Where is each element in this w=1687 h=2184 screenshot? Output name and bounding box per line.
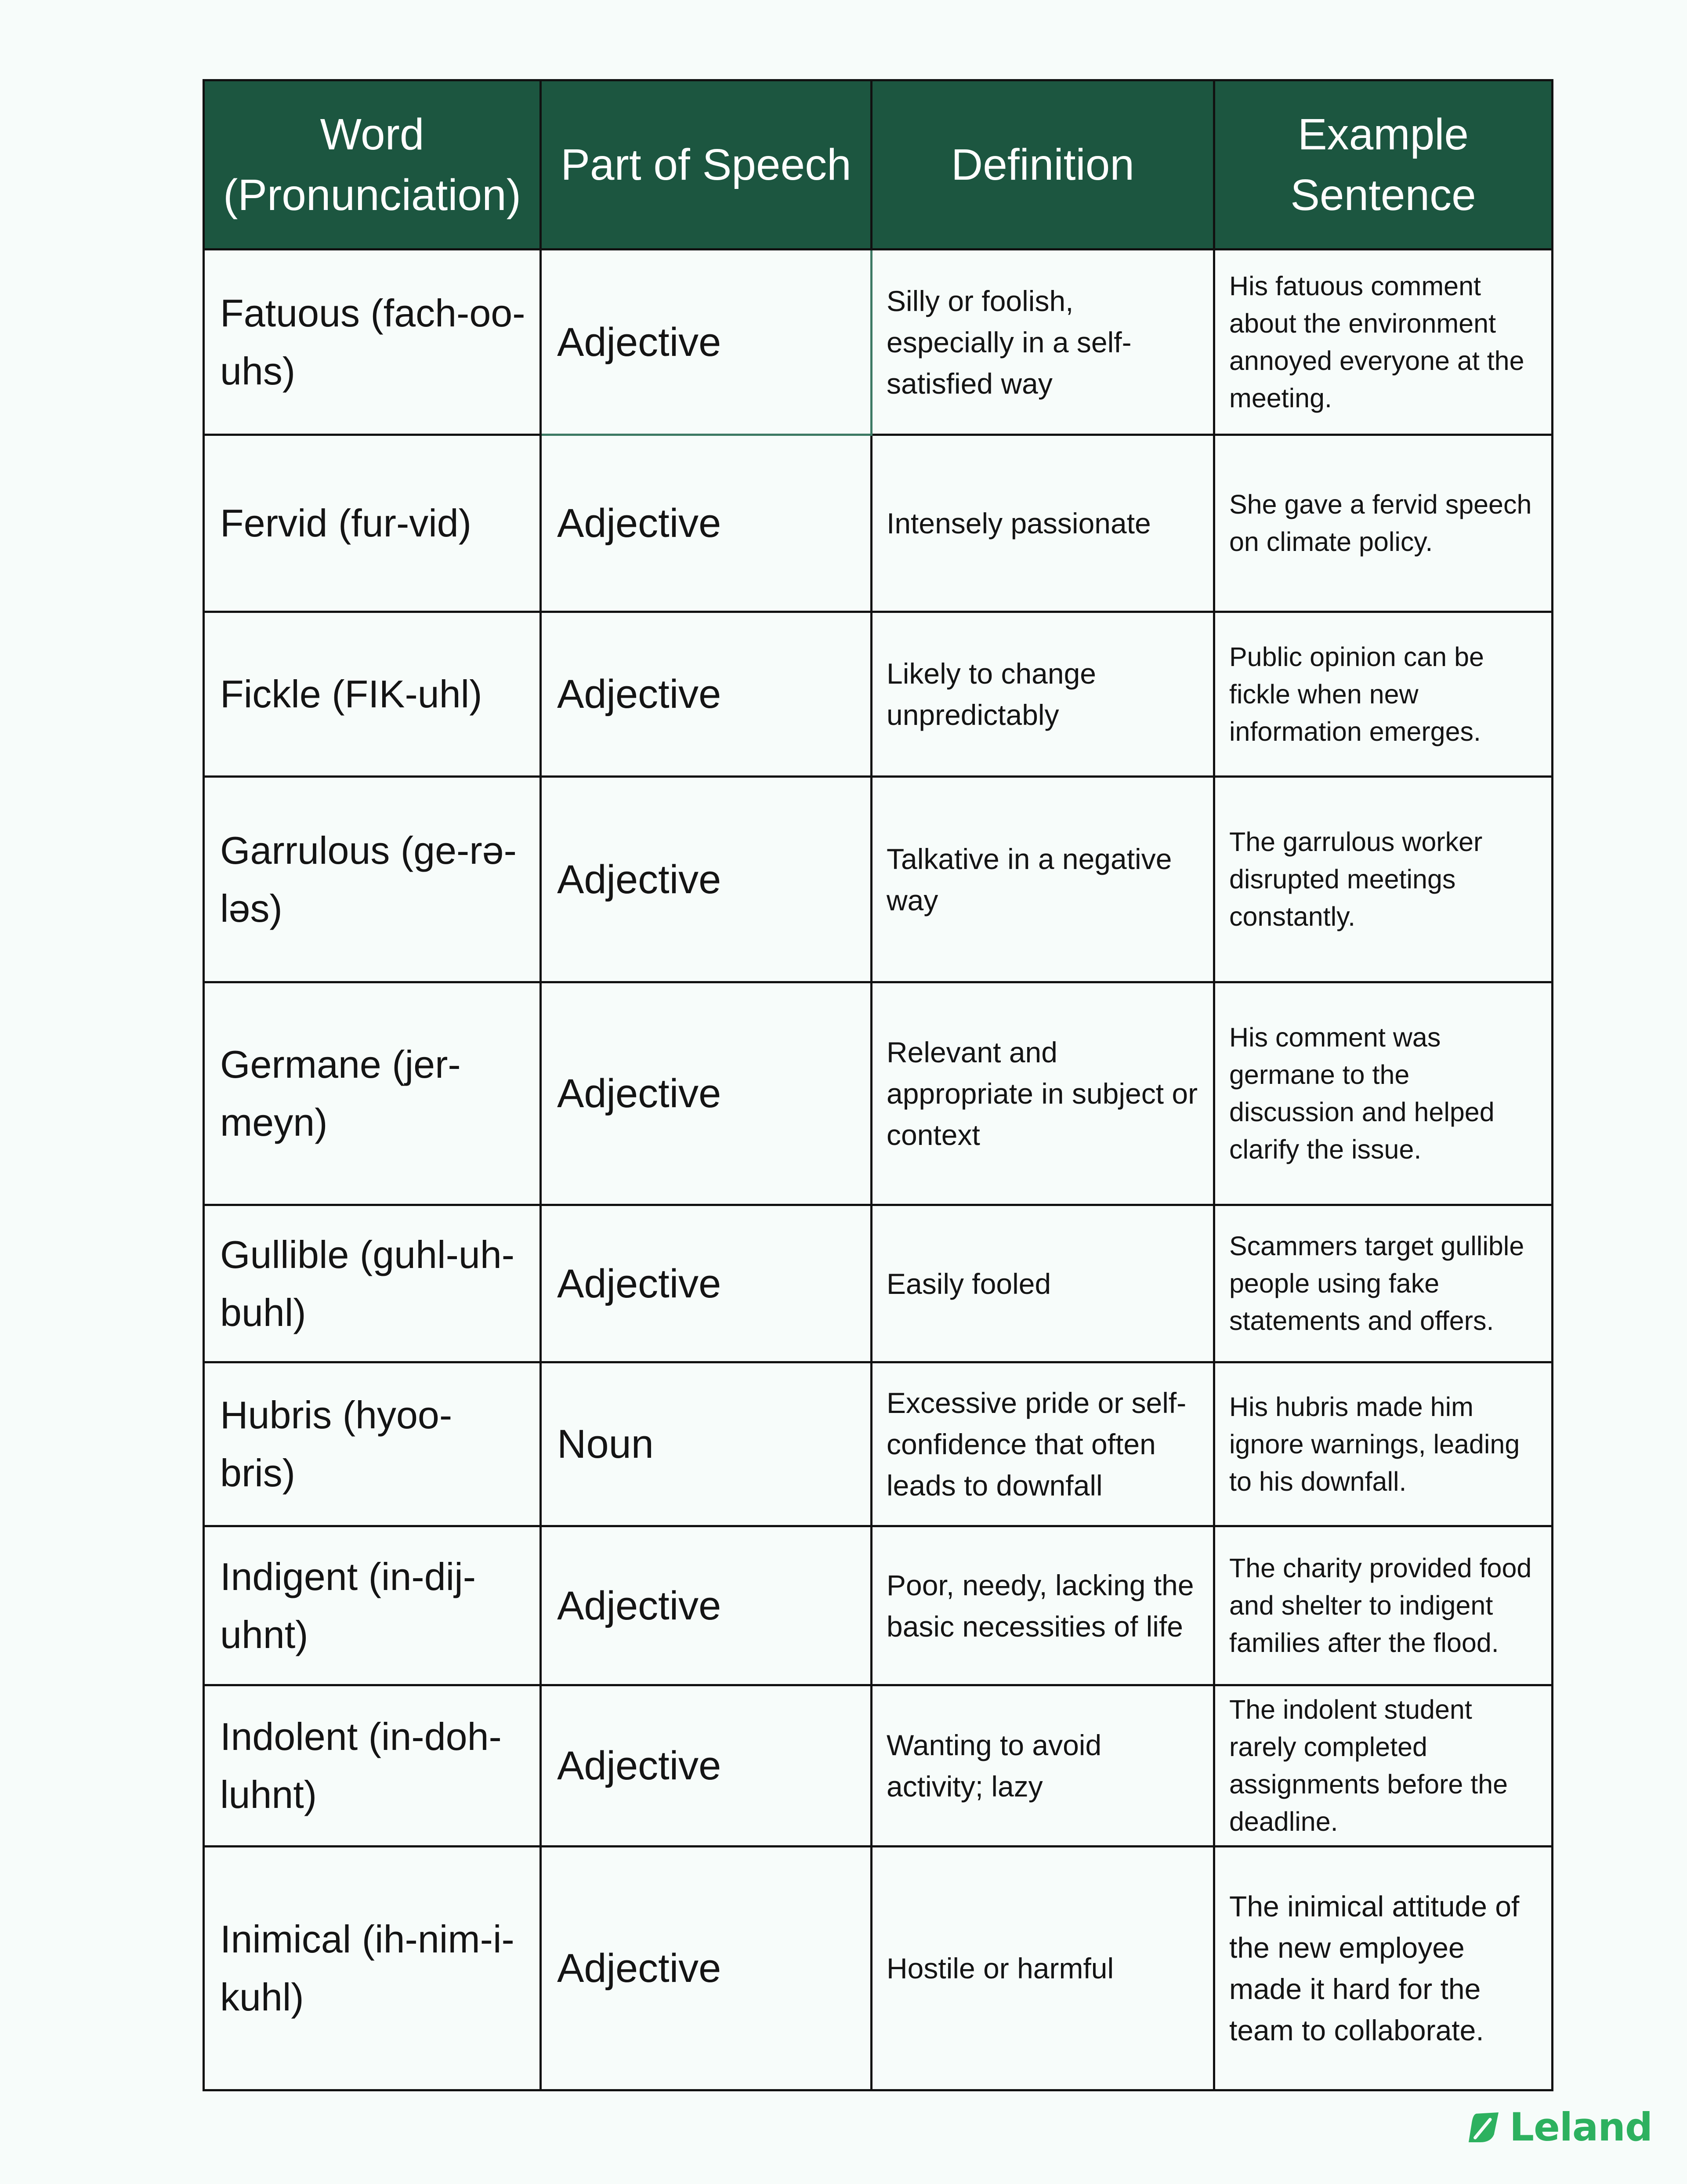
- word-cell: Garrulous (ɡe-rə-ləs): [204, 777, 541, 982]
- table-row: [204, 1362, 1553, 1526]
- definition-cell: Poor, needy, lacking the basic necessities of life: [872, 1526, 1214, 1685]
- header-example-sentence: Example Sentence: [1214, 80, 1553, 250]
- word-cell: Indolent (in-doh-luhnt): [204, 1685, 541, 1847]
- part-of-speech-cell: Adjective: [541, 1205, 872, 1362]
- word-cell: Fatuous (fach-oo-uhs): [204, 250, 541, 435]
- table-row: [204, 777, 1553, 982]
- example-cell: Scammers target gullible people using fake statements and offers.: [1214, 1205, 1553, 1362]
- part-of-speech-cell: Adjective: [541, 1526, 872, 1685]
- part-of-speech-cell: Adjective: [541, 435, 872, 612]
- part-of-speech-cell: Adjective: [541, 1847, 872, 2090]
- leland-leaf-icon: [1467, 2111, 1500, 2144]
- header-definition: Definition: [872, 80, 1214, 250]
- part-of-speech-cell: Noun: [541, 1362, 872, 1526]
- part-of-speech-cell: Adjective: [541, 250, 872, 435]
- table-row: [204, 1847, 1553, 2090]
- brand-name: Leland: [1510, 2104, 1652, 2150]
- part-of-speech-cell: Adjective: [541, 982, 872, 1205]
- definition-cell: Excessive pride or self-confidence that often leads to downfall: [872, 1362, 1214, 1526]
- header-word: Word (Pronunciation): [204, 80, 541, 250]
- leland-logo: [1467, 2104, 1652, 2150]
- example-cell: She gave a fervid speech on climate policy.: [1214, 435, 1553, 612]
- word-cell: Germane (jer-meyn): [204, 982, 541, 1205]
- definition-cell: Likely to change unpredictably: [872, 612, 1214, 777]
- table-row: [204, 982, 1553, 1205]
- header-row: [204, 80, 1553, 250]
- table-row: [204, 250, 1553, 435]
- word-cell: Hubris (hyoo-bris): [204, 1362, 541, 1526]
- definition-cell: Easily fooled: [872, 1205, 1214, 1362]
- definition-cell: Wanting to avoid activity; lazy: [872, 1685, 1214, 1847]
- example-cell: Public opinion can be fickle when new information emerges.: [1214, 612, 1553, 777]
- vocabulary-table: [203, 79, 1553, 2091]
- definition-cell: Hostile or harmful: [872, 1847, 1214, 2090]
- example-cell: His hubris made him ignore warnings, leading to his downfall.: [1214, 1362, 1553, 1526]
- table-row: [204, 612, 1553, 777]
- example-cell: The inimical attitude of the new employee made it hard for the team to collaborate.: [1214, 1847, 1553, 2090]
- example-cell: His fatuous comment about the environment annoyed everyone at the meeting.: [1214, 250, 1553, 435]
- table-row: [204, 435, 1553, 612]
- part-of-speech-cell: Adjective: [541, 612, 872, 777]
- word-cell: Fervid (fur-vid): [204, 435, 541, 612]
- definition-cell: Silly or foolish, especially in a self-satisfied way: [872, 250, 1214, 435]
- table-row: [204, 1685, 1553, 1847]
- word-cell: Gullible (guhl-uh-buhl): [204, 1205, 541, 1362]
- table-row: [204, 1526, 1553, 1685]
- word-cell: Inimical (ih-nim-i-kuhl): [204, 1847, 541, 2090]
- table-row: [204, 1205, 1553, 1362]
- part-of-speech-cell: Adjective: [541, 777, 872, 982]
- word-cell: Indigent (in-dij-uhnt): [204, 1526, 541, 1685]
- definition-cell: Intensely passionate: [872, 435, 1214, 612]
- example-cell: The indolent student rarely completed assignments before the deadline.: [1214, 1685, 1553, 1847]
- example-cell: His comment was germane to the discussion and helped clarify the issue.: [1214, 982, 1553, 1205]
- definition-cell: Talkative in a negative way: [872, 777, 1214, 982]
- definition-cell: Relevant and appropriate in subject or context: [872, 982, 1214, 1205]
- example-cell: The garrulous worker disrupted meetings constantly.: [1214, 777, 1553, 982]
- example-cell: The charity provided food and shelter to indigent families after the flood.: [1214, 1526, 1553, 1685]
- word-cell: Fickle (FIK-uhl): [204, 612, 541, 777]
- part-of-speech-cell: Adjective: [541, 1685, 872, 1847]
- header-part-of-speech: Part of Speech: [541, 80, 872, 250]
